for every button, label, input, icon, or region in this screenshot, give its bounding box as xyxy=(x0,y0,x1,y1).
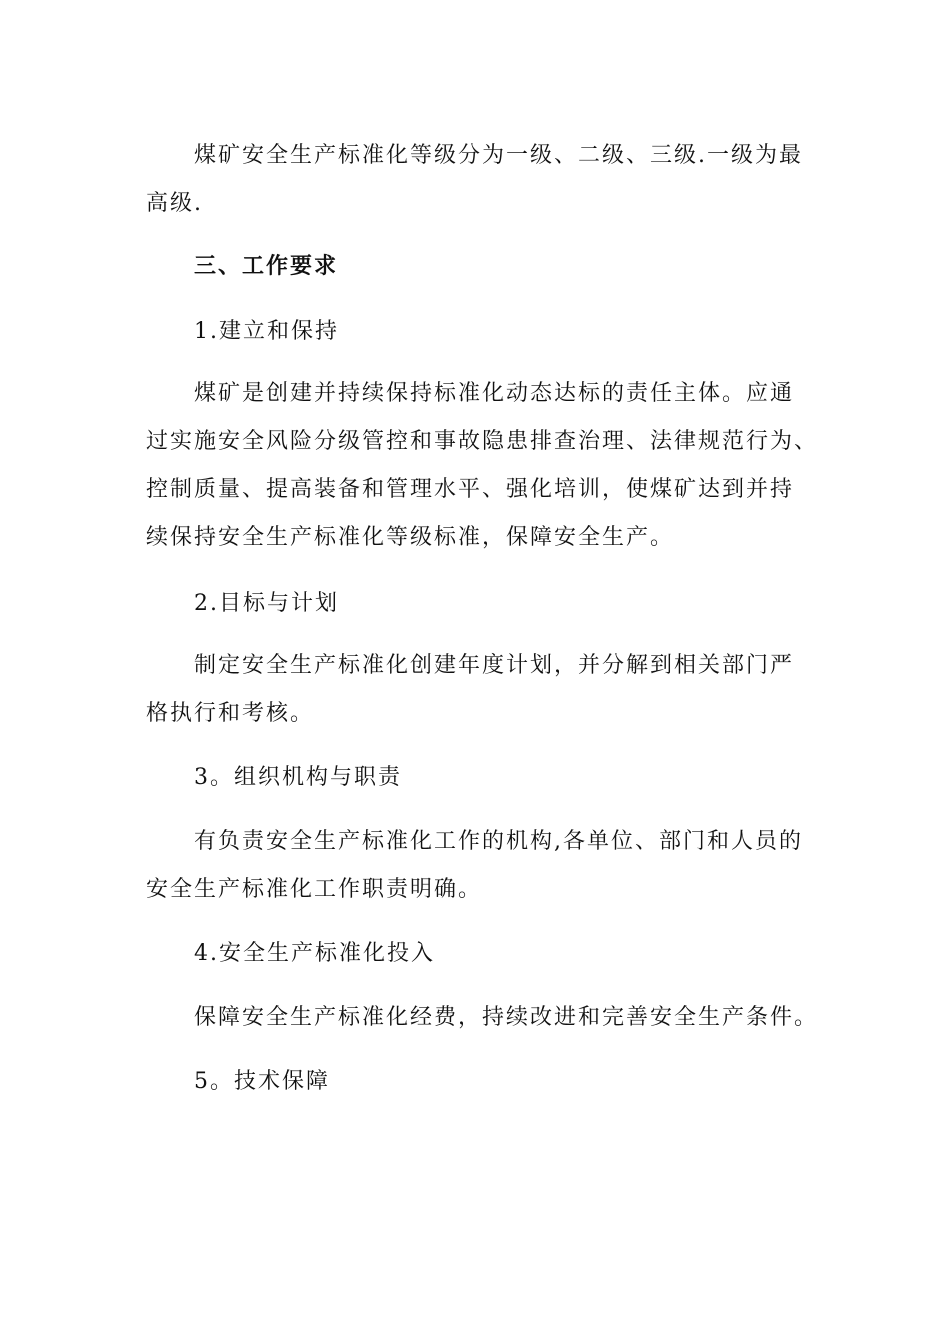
item-1-title: 1.建立和保持 xyxy=(194,319,339,344)
section-heading-work-requirements: 三、工作要求 xyxy=(194,253,339,279)
paragraph-grading-line-1: 煤矿安全生产标准化等级分为一级、二级、三级.一级为最 xyxy=(194,143,803,168)
item-4-title: 4.安全生产标准化投入 xyxy=(194,941,435,966)
item-1-body-line-4: 续保持安全生产标准化等级标准，保障安全生产。 xyxy=(146,525,675,550)
paragraph-grading-line-2: 高级. xyxy=(146,191,203,216)
item-3-body-line-1: 有负责安全生产标准化工作的机构,各单位、部门和人员的 xyxy=(194,829,803,854)
item-2-body-line-2: 格执行和考核。 xyxy=(146,701,315,726)
item-3-title: 3。组织机构与职责 xyxy=(194,765,402,790)
item-2-title: 2.目标与计划 xyxy=(194,591,339,616)
item-2-body-line-1: 制定安全生产标准化创建年度计划，并分解到相关部门严 xyxy=(194,653,795,678)
item-1-body-line-2: 过实施安全风险分级管控和事故隐患排查治理、法律规范行为、 xyxy=(146,429,819,454)
item-1-body-line-3: 控制质量、提高装备和管理水平、强化培训，使煤矿达到并持 xyxy=(146,477,795,502)
item-3-body-line-2: 安全生产标准化工作职责明确。 xyxy=(146,877,483,902)
item-5-title: 5。技术保障 xyxy=(194,1069,330,1094)
item-1-body-line-1: 煤矿是创建并持续保持标准化动态达标的责任主体。应通 xyxy=(194,381,795,406)
item-4-body-line-1: 保障安全生产标准化经费，持续改进和完善安全生产条件。 xyxy=(194,1005,819,1030)
